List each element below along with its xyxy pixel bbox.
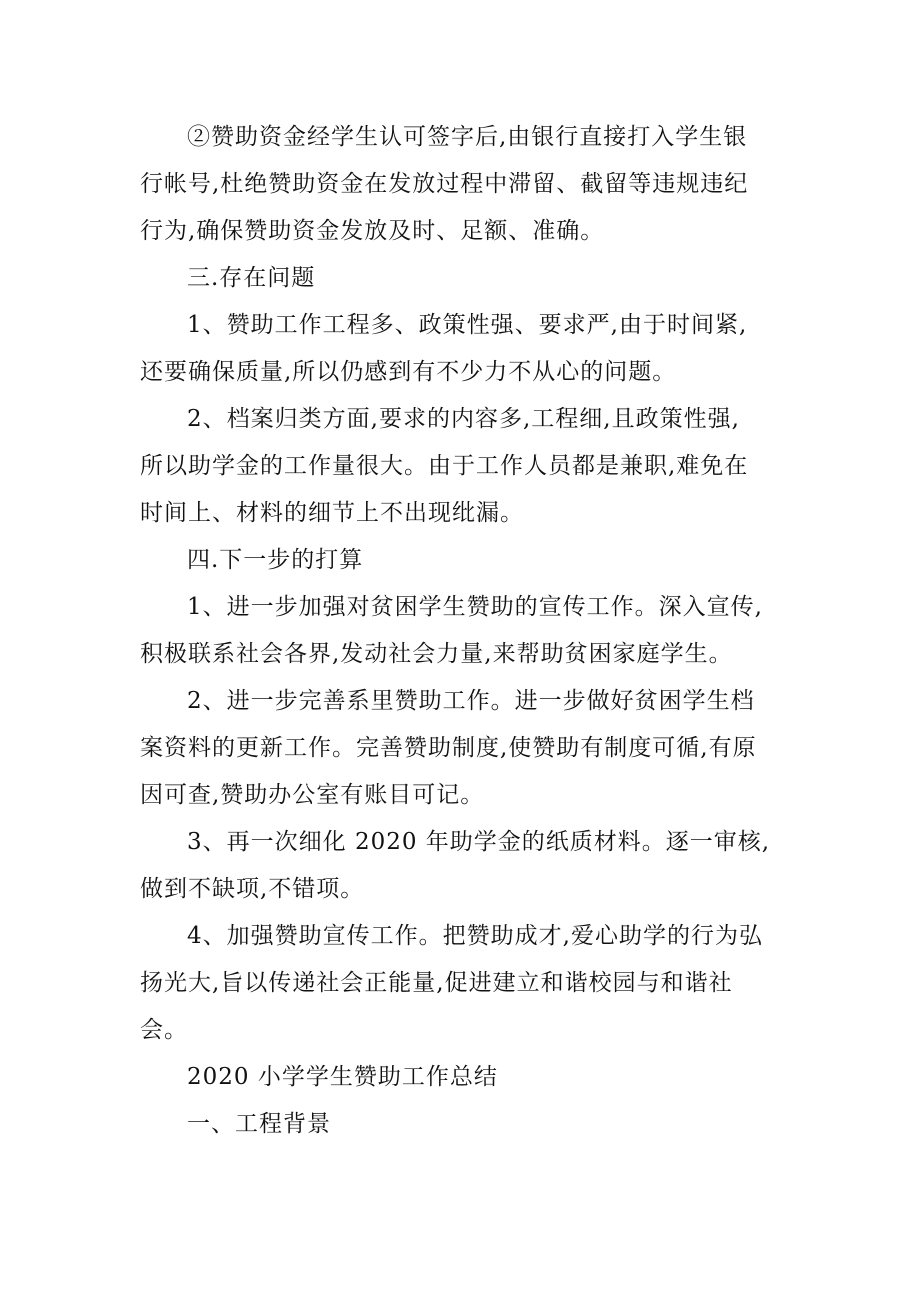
text-line: ②赞助资金经学生认可签字后,由银行直接打入学生银 bbox=[187, 124, 748, 150]
text-line: 4、加强赞助宣传工作。把赞助成才,爱心助学的行为弘 bbox=[187, 923, 763, 949]
section-heading-next-steps bbox=[140, 537, 796, 584]
heading-text: 三.存在问题 bbox=[187, 265, 316, 291]
text-line: 还要确保质量,所以仍感到有不少力不从心的问题。 bbox=[140, 359, 677, 385]
section-heading-background bbox=[140, 1101, 796, 1148]
text-line: 行为,确保赞助资金发放及时、足额、准确。 bbox=[140, 218, 605, 244]
paragraph-plan-3 bbox=[140, 819, 796, 913]
text-line: 所以助学金的工作量很大。由于工作人员都是兼职,难免在 bbox=[140, 453, 749, 479]
text-line: 2、档案归类方面,要求的内容多,工程细,且政策性强, bbox=[187, 406, 740, 432]
paragraph-funds-transfer bbox=[140, 114, 796, 255]
text-line: 做到不缺项,不错项。 bbox=[140, 876, 365, 902]
text-line: 因可查,赞助办公室有账目可记。 bbox=[140, 782, 485, 808]
paragraph-problem-2 bbox=[140, 396, 796, 537]
text-line: 会。 bbox=[140, 1017, 188, 1043]
title-text: 2020 小学学生赞助工作总结 bbox=[187, 1064, 498, 1090]
paragraph-plan-1 bbox=[140, 584, 796, 678]
text-line: 行帐号,杜绝赞助资金在发放过程中滞留、截留等违规违纪 bbox=[140, 171, 749, 197]
text-line: 积极联系社会各界,发动社会力量,来帮助贫困家庭学生。 bbox=[140, 641, 733, 667]
text-line: 1、进一步加强对贫困学生赞助的宣传工作。深入宣传, bbox=[187, 594, 763, 620]
paragraph-problem-1 bbox=[140, 302, 796, 396]
text-line: 时间上、材料的细节上不出现纰漏。 bbox=[140, 500, 524, 526]
text-line: 2、进一步完善系里赞助工作。进一步做好贫困学生档 bbox=[187, 688, 755, 714]
text-line: 案资料的更新工作。完善赞助制度,使赞助有制度可循,有原 bbox=[140, 735, 757, 761]
text-line: 3、再一次细化 2020 年助学金的纸质材料。逐一审核, bbox=[187, 829, 771, 855]
paragraph-plan-2 bbox=[140, 678, 796, 819]
document-body bbox=[140, 114, 796, 1148]
paragraph-plan-4 bbox=[140, 913, 796, 1054]
document-title bbox=[140, 1054, 796, 1101]
text-line: 扬光大,旨以传递社会正能量,促进建立和谐校园与和谐社 bbox=[140, 970, 733, 996]
section-heading-problems bbox=[140, 255, 796, 302]
heading-text: 四.下一步的打算 bbox=[187, 547, 364, 573]
heading-text: 一、工程背景 bbox=[187, 1111, 331, 1137]
text-line: 1、赞助工作工程多、政策性强、要求严,由于时间紧, bbox=[187, 312, 748, 338]
